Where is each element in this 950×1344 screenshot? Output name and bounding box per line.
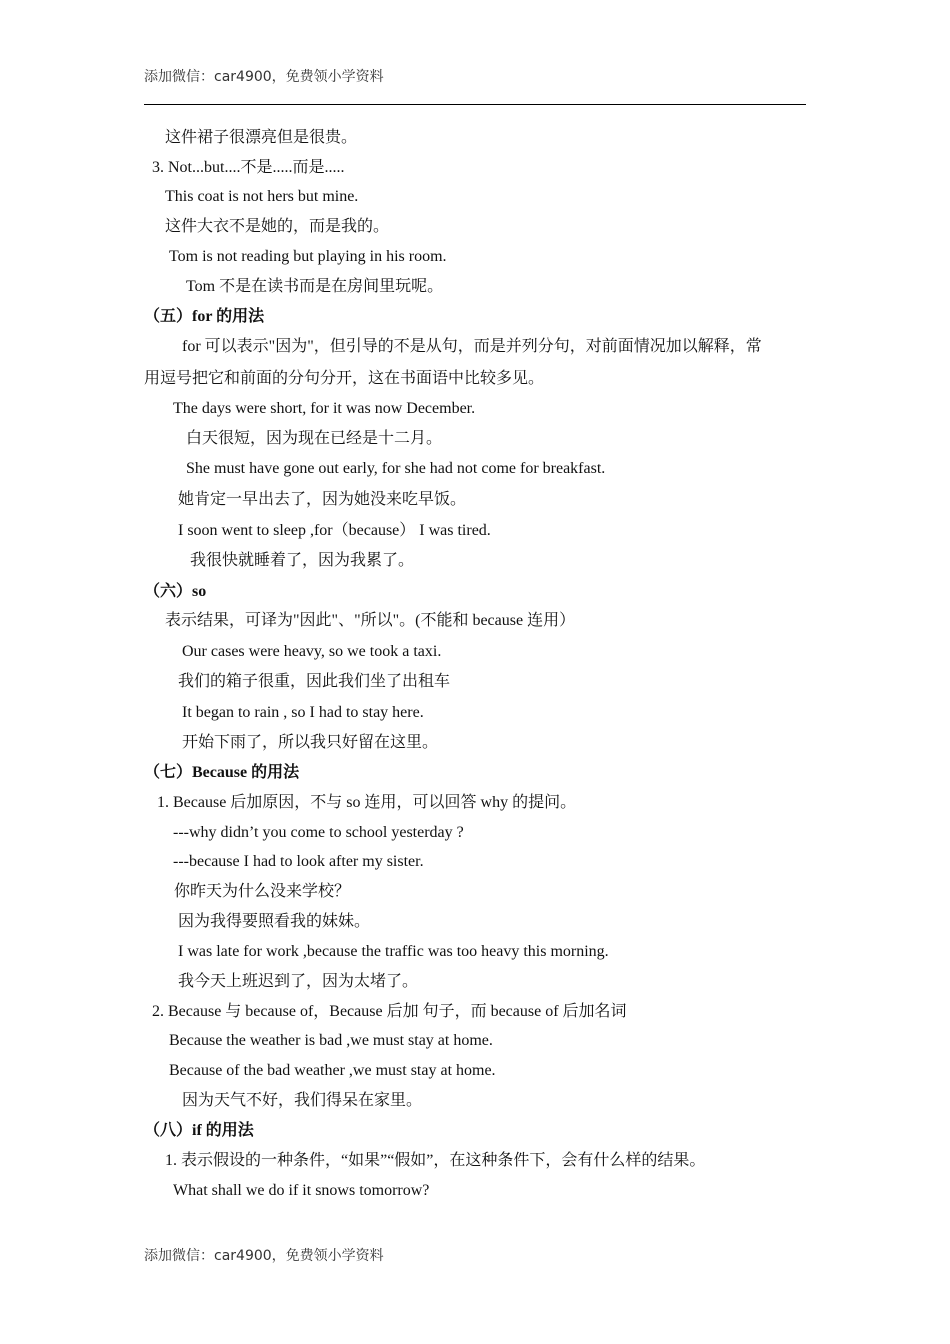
text-line: Tom is not reading but playing in his room. xyxy=(169,248,447,265)
text-line: 因为我得要照看我的妹妹。 xyxy=(178,913,371,930)
text-line: The days were short, for it was now December. xyxy=(173,400,476,417)
text-line: 这件大衣不是她的，而是我的。 xyxy=(165,218,390,235)
text-line: 表示结果，可译为"因此"、"所以"。(不能和 because 连用） xyxy=(165,612,576,629)
text-line: for 可以表示"因为"，但引导的不是从句，而是并列分句，对前面情况加以解释，常 xyxy=(182,338,762,355)
text-line: 我们的箱子很重，因此我们坐了出租车 xyxy=(178,673,451,690)
text-line: I was late for work ,because the traffic was too heavy this morning. xyxy=(178,943,609,960)
text-line: She must have gone out early, for she had not come for breakfast. xyxy=(186,460,606,477)
text-line: What shall we do if it snows tomorrow? xyxy=(173,1182,430,1199)
section-heading-for: （五）for 的用法 xyxy=(144,308,265,325)
text-line: 她肯定一早出去了，因为她没来吃早饭。 xyxy=(178,491,467,508)
text-line: 2. Because 与 because of，Because 后加 句子，而 because of 后加名词 xyxy=(152,1003,627,1020)
text-line: 因为天气不好，我们得呆在家里。 xyxy=(182,1092,423,1109)
text-line: 3. Not...but....不是.....而是..... xyxy=(152,159,345,176)
text-line: Our cases were heavy, so we took a taxi. xyxy=(182,643,442,660)
text-line: 用逗号把它和前面的分句分开，这在书面语中比较多见。 xyxy=(144,370,545,387)
page-footer: 添加微信：car4900，免费领小学资料 xyxy=(144,1248,384,1264)
page-header: 添加微信：car4900，免费领小学资料 xyxy=(144,69,384,85)
text-line: 1. Because 后加原因，不与 so 连用，可以回答 why 的提问。 xyxy=(157,794,577,811)
text-line: Because of the bad weather ,we must stay at home. xyxy=(169,1062,496,1079)
text-line: 白天很短，因为现在已经是十二月。 xyxy=(186,430,443,447)
text-line: Because the weather is bad ,we must stay at home. xyxy=(169,1032,493,1049)
text-line: I soon went to sleep ,for（because） I was tired. xyxy=(178,522,491,539)
text-line: ---because I had to look after my sister. xyxy=(173,853,424,870)
text-line: 我今天上班迟到了，因为太堵了。 xyxy=(178,973,419,990)
text-line: It began to rain , so I had to stay here. xyxy=(182,704,424,721)
text-line: Tom 不是在读书而是在房间里玩呢。 xyxy=(186,278,444,295)
text-line: 1. 表示假设的一种条件，“如果”“假如”，在这种条件下，会有什么样的结果。 xyxy=(165,1152,706,1169)
text-line: 我很快就睡着了，因为我累了。 xyxy=(190,552,415,569)
text-line: ---why didn’t you come to school yesterday ? xyxy=(173,824,464,841)
text-line: 这件裙子很漂亮但是很贵。 xyxy=(165,129,358,146)
text-line: This coat is not hers but mine. xyxy=(165,188,359,205)
text-line: 开始下雨了，所以我只好留在这里。 xyxy=(182,734,439,751)
text-line: 你昨天为什么没来学校？ xyxy=(174,883,351,900)
section-heading-because: （七）Because 的用法 xyxy=(144,764,300,781)
header-divider xyxy=(144,104,806,105)
section-heading-if: （八）if 的用法 xyxy=(144,1122,254,1139)
section-heading-so: （六）so xyxy=(144,583,207,600)
